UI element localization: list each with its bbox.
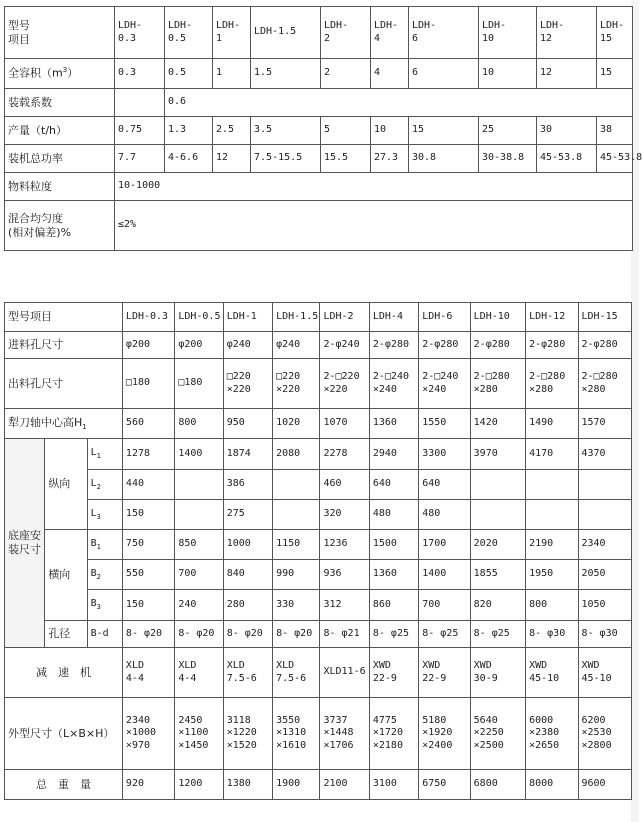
weight-cell: 9600: [578, 770, 632, 800]
output-cell: 5: [321, 117, 371, 145]
outlet-cell: 2-□280 ×280: [470, 359, 525, 409]
loading-label: 装载系数: [5, 89, 115, 117]
base-cell: 1500: [369, 530, 418, 560]
reducer-label: 减 速 机: [5, 648, 123, 698]
base-install-label: 底座安 装尺寸: [5, 439, 45, 648]
weight-label: 总 重 量: [5, 770, 123, 800]
shaft-height-cell: 1490: [526, 409, 578, 439]
base-cell: 2080: [273, 439, 320, 470]
shaft-height-cell: 800: [175, 409, 223, 439]
inlet-cell: 2-φ280: [369, 332, 418, 359]
uniformity-label: 混合均匀度 (相对偏差)%: [5, 201, 115, 251]
power-cell: 4-6.6: [165, 145, 213, 173]
volume-cell: 15: [597, 59, 633, 89]
dim-symbol: $B_2$: [87, 560, 122, 590]
base-cell: 480: [419, 500, 470, 530]
volume-cell: 10: [479, 59, 537, 89]
power-label: 装机总功率: [5, 145, 115, 173]
base-cell: 480: [369, 500, 418, 530]
outlet-cell: 2-□280 ×280: [578, 359, 632, 409]
hole-cell: 8- φ20: [273, 621, 320, 648]
hole-cell: 8- φ20: [122, 621, 174, 648]
base-cell: 1150: [273, 530, 320, 560]
base-cell: 800: [526, 590, 578, 621]
base-cell: [175, 500, 223, 530]
model-cell: LDH-15: [578, 303, 632, 332]
model-cell: LDH- 4: [371, 7, 409, 59]
output-cell: 0.75: [115, 117, 165, 145]
model-cell: LDH-0.5: [175, 303, 223, 332]
outlet-cell: 2-□280 ×280: [526, 359, 578, 409]
dimensions-cell: 3737 ×1448 ×1706: [320, 698, 369, 770]
dim-symbol: $L_3$: [87, 500, 122, 530]
base-cell: 2340: [578, 530, 632, 560]
base-cell: 1874: [223, 439, 272, 470]
output-cell: 2.5: [213, 117, 251, 145]
inlet-label: 进料孔尺寸: [5, 332, 123, 359]
outlet-cell: 2-□240 ×240: [369, 359, 418, 409]
model-cell: LDH-2: [320, 303, 369, 332]
base-b1-row: [5, 530, 632, 560]
hole-cell: 8- φ30: [526, 621, 578, 648]
base-cell: 990: [273, 560, 320, 590]
base-l3-row: [5, 500, 632, 530]
inlet-row: [5, 332, 632, 359]
reducer-cell: XWD 30-9: [470, 648, 525, 698]
dimensions-cell: 4775 ×1720 ×2180: [369, 698, 418, 770]
base-cell: 550: [122, 560, 174, 590]
granularity-label: 物料粒度: [5, 173, 115, 201]
base-cell: 750: [122, 530, 174, 560]
volume-cell: 0.3: [115, 59, 165, 89]
reducer-cell: XLD 4-4: [122, 648, 174, 698]
base-cell: 312: [320, 590, 369, 621]
power-cell: 27.3: [371, 145, 409, 173]
inlet-cell: φ200: [122, 332, 174, 359]
model-cell: LDH- 0.3: [115, 7, 165, 59]
power-row: [5, 145, 633, 173]
dimensions-cell: 2450 ×1100 ×1450: [175, 698, 223, 770]
base-cell: 640: [419, 470, 470, 500]
weight-cell: 3100: [369, 770, 418, 800]
model-cell: LDH- 6: [409, 7, 479, 59]
dim-symbol: $B_1$: [87, 530, 122, 560]
model-cell: LDH-0.3: [122, 303, 174, 332]
weight-cell: 6800: [470, 770, 525, 800]
inlet-cell: φ200: [175, 332, 223, 359]
model-cell: LDH-4: [369, 303, 418, 332]
outlet-cell: 2-□240 ×240: [419, 359, 470, 409]
table2-header-row: [5, 303, 632, 332]
transverse-label: 横向: [45, 530, 87, 621]
outlet-label: 出料孔尺寸: [5, 359, 123, 409]
base-cell: 240: [175, 590, 223, 621]
granularity-row: [5, 173, 633, 201]
base-cell: [273, 500, 320, 530]
hole-label: 孔径: [45, 621, 87, 648]
model-cell: LDH-1: [223, 303, 272, 332]
volume-cell: 4: [371, 59, 409, 89]
power-cell: 45-53.8: [537, 145, 597, 173]
base-cell: 820: [470, 590, 525, 621]
model-cell: LDH- 10: [479, 7, 537, 59]
reducer-cell: XLD 4-4: [175, 648, 223, 698]
model-cell: LDH-1.5: [251, 7, 321, 59]
hole-cell: 8- φ20: [223, 621, 272, 648]
base-cell: 1400: [419, 560, 470, 590]
shaft-height-cell: 1360: [369, 409, 418, 439]
outlet-cell: □180: [175, 359, 223, 409]
volume-cell: 2: [321, 59, 371, 89]
base-cell: 4370: [578, 439, 632, 470]
weight-cell: 8000: [526, 770, 578, 800]
model-cell: LDH-12: [526, 303, 578, 332]
base-cell: [273, 470, 320, 500]
volume-cell: 1: [213, 59, 251, 89]
base-cell: 386: [223, 470, 272, 500]
shaft-height-label: 犁刀轴中心高$H_1$: [5, 409, 123, 439]
uniformity-value: ≤2%: [115, 201, 633, 251]
output-cell: 30: [537, 117, 597, 145]
reducer-cell: XWD 45-10: [578, 648, 632, 698]
shaft-height-cell: 560: [122, 409, 174, 439]
dimensions-cell: 5640 ×2250 ×2500: [470, 698, 525, 770]
dim-symbol: $L_2$: [87, 470, 122, 500]
hole-cell: 8- φ30: [578, 621, 632, 648]
output-label: 产量（t/h）: [5, 117, 115, 145]
base-cell: 320: [320, 500, 369, 530]
power-cell: 7.5-15.5: [251, 145, 321, 173]
outlet-cell: □220 ×220: [223, 359, 272, 409]
model-cell: LDH- 1: [213, 7, 251, 59]
base-cell: 1400: [175, 439, 223, 470]
hole-row: [5, 621, 632, 648]
dimensions-label: 外型尺寸（L×B×H）: [5, 698, 123, 770]
base-cell: [470, 500, 525, 530]
reducer-cell: XLD 7.5-6: [273, 648, 320, 698]
weight-row: [5, 770, 632, 800]
dim-symbol: B-d: [87, 621, 122, 648]
dimensions-row: [5, 698, 632, 770]
longitudinal-label: 纵向: [45, 439, 87, 530]
power-cell: 7.7: [115, 145, 165, 173]
base-cell: 700: [175, 560, 223, 590]
base-cell: [578, 470, 632, 500]
weight-cell: 920: [122, 770, 174, 800]
dimensions-cell: 3550 ×1310 ×1610: [273, 698, 320, 770]
hole-cell: 8- φ25: [369, 621, 418, 648]
volume-row: [5, 59, 633, 89]
base-cell: 2278: [320, 439, 369, 470]
reducer-cell: XLD 7.5-6: [223, 648, 272, 698]
reducer-cell: XWD 22-9: [419, 648, 470, 698]
base-b3-row: [5, 590, 632, 621]
base-cell: 1950: [526, 560, 578, 590]
reducer-cell: XWD 22-9: [369, 648, 418, 698]
volume-cell: 1.5: [251, 59, 321, 89]
dimensions-cell: 2340 ×1000 ×970: [122, 698, 174, 770]
output-row: [5, 117, 633, 145]
base-cell: 4170: [526, 439, 578, 470]
base-cell: 1360: [369, 560, 418, 590]
base-cell: 440: [122, 470, 174, 500]
volume-label: 全容积$(m^3)$: [5, 59, 115, 89]
model-cell: LDH-10: [470, 303, 525, 332]
power-cell: 45-53.8: [597, 145, 633, 173]
model-cell: LDH-1.5: [273, 303, 320, 332]
output-cell: 15: [409, 117, 479, 145]
base-cell: 3300: [419, 439, 470, 470]
output-cell: 38: [597, 117, 633, 145]
base-cell: 330: [273, 590, 320, 621]
reducer-cell: XWD 45-10: [526, 648, 578, 698]
base-cell: 2050: [578, 560, 632, 590]
loading-empty-cell: [115, 89, 165, 117]
shaft-height-cell: 950: [223, 409, 272, 439]
weight-cell: 1900: [273, 770, 320, 800]
dim-symbol: $L_1$: [87, 439, 122, 470]
volume-cell: 12: [537, 59, 597, 89]
base-l2-row: [5, 470, 632, 500]
base-cell: 1278: [122, 439, 174, 470]
outlet-cell: □180: [122, 359, 174, 409]
inlet-cell: 2-φ280: [526, 332, 578, 359]
loading-row: [5, 89, 633, 117]
base-cell: 2190: [526, 530, 578, 560]
spec-table-dimensions: [4, 302, 632, 800]
dimensions-cell: 5180 ×1920 ×2400: [419, 698, 470, 770]
dim-symbol: $B_3$: [87, 590, 122, 621]
reducer-cell: XLD11-6: [320, 648, 369, 698]
base-cell: 280: [223, 590, 272, 621]
volume-cell: 0.5: [165, 59, 213, 89]
output-cell: 10: [371, 117, 409, 145]
power-cell: 15.5: [321, 145, 371, 173]
base-cell: [175, 470, 223, 500]
base-b2-row: [5, 560, 632, 590]
weight-cell: 1200: [175, 770, 223, 800]
base-cell: 700: [419, 590, 470, 621]
inlet-cell: 2-φ280: [578, 332, 632, 359]
hole-cell: 8- φ25: [419, 621, 470, 648]
outlet-cell: 2-□220 ×220: [320, 359, 369, 409]
shaft-height-cell: 1420: [470, 409, 525, 439]
dimensions-cell: 3118 ×1220 ×1520: [223, 698, 272, 770]
hole-cell: 8- φ25: [470, 621, 525, 648]
base-cell: [470, 470, 525, 500]
spec-table-capacity: [4, 6, 642, 251]
shaft-height-row: [5, 409, 632, 439]
inlet-cell: 2-φ280: [419, 332, 470, 359]
output-cell: 25: [479, 117, 537, 145]
shaft-height-cell: 1020: [273, 409, 320, 439]
shaft-height-cell: 1570: [578, 409, 632, 439]
weight-cell: 2100: [320, 770, 369, 800]
inlet-cell: φ240: [223, 332, 272, 359]
base-cell: 150: [122, 590, 174, 621]
table1-header-label: 型号 项目: [5, 7, 115, 59]
output-cell: 3.5: [251, 117, 321, 145]
hole-cell: 8- φ20: [175, 621, 223, 648]
base-cell: 460: [320, 470, 369, 500]
inlet-cell: 2-φ280: [470, 332, 525, 359]
power-cell: 30-38.8: [479, 145, 537, 173]
base-cell: 860: [369, 590, 418, 621]
outlet-row: [5, 359, 632, 409]
shaft-height-cell: 1070: [320, 409, 369, 439]
table1-header-row: [5, 7, 633, 59]
base-cell: 640: [369, 470, 418, 500]
power-cell: 30.8: [409, 145, 479, 173]
output-cell: 1.3: [165, 117, 213, 145]
granularity-value: 10-1000: [115, 173, 633, 201]
base-cell: 1855: [470, 560, 525, 590]
shaft-height-cell: 1550: [419, 409, 470, 439]
base-cell: [526, 470, 578, 500]
base-cell: 1050: [578, 590, 632, 621]
model-cell: LDH- 0.5: [165, 7, 213, 59]
base-cell: 2020: [470, 530, 525, 560]
power-cell: 12: [213, 145, 251, 173]
model-cell: LDH-6: [419, 303, 470, 332]
dimensions-cell: 6000 ×2380 ×2650: [526, 698, 578, 770]
dimensions-cell: 6200 ×2530 ×2800: [578, 698, 632, 770]
base-cell: 275: [223, 500, 272, 530]
reducer-row: [5, 648, 632, 698]
outlet-cell: □220 ×220: [273, 359, 320, 409]
base-cell: 150: [122, 500, 174, 530]
base-cell: 1700: [419, 530, 470, 560]
base-cell: 936: [320, 560, 369, 590]
hole-cell: 8- φ21: [320, 621, 369, 648]
table2-header-label: 型号项目: [5, 303, 123, 332]
base-cell: 1236: [320, 530, 369, 560]
weight-cell: 6750: [419, 770, 470, 800]
loading-value: 0.6: [165, 89, 633, 117]
base-cell: [578, 500, 632, 530]
model-cell: LDH- 15: [597, 7, 633, 59]
base-cell: 3970: [470, 439, 525, 470]
model-cell: LDH- 12: [537, 7, 597, 59]
weight-cell: 1380: [223, 770, 272, 800]
base-cell: 840: [223, 560, 272, 590]
uniformity-row: [5, 201, 633, 251]
base-l1-row: [5, 439, 632, 470]
base-cell: [526, 500, 578, 530]
volume-cell: 6: [409, 59, 479, 89]
base-cell: 1000: [223, 530, 272, 560]
base-cell: 2940: [369, 439, 418, 470]
model-cell: LDH- 2: [321, 7, 371, 59]
inlet-cell: φ240: [273, 332, 320, 359]
inlet-cell: 2-φ240: [320, 332, 369, 359]
base-cell: 850: [175, 530, 223, 560]
